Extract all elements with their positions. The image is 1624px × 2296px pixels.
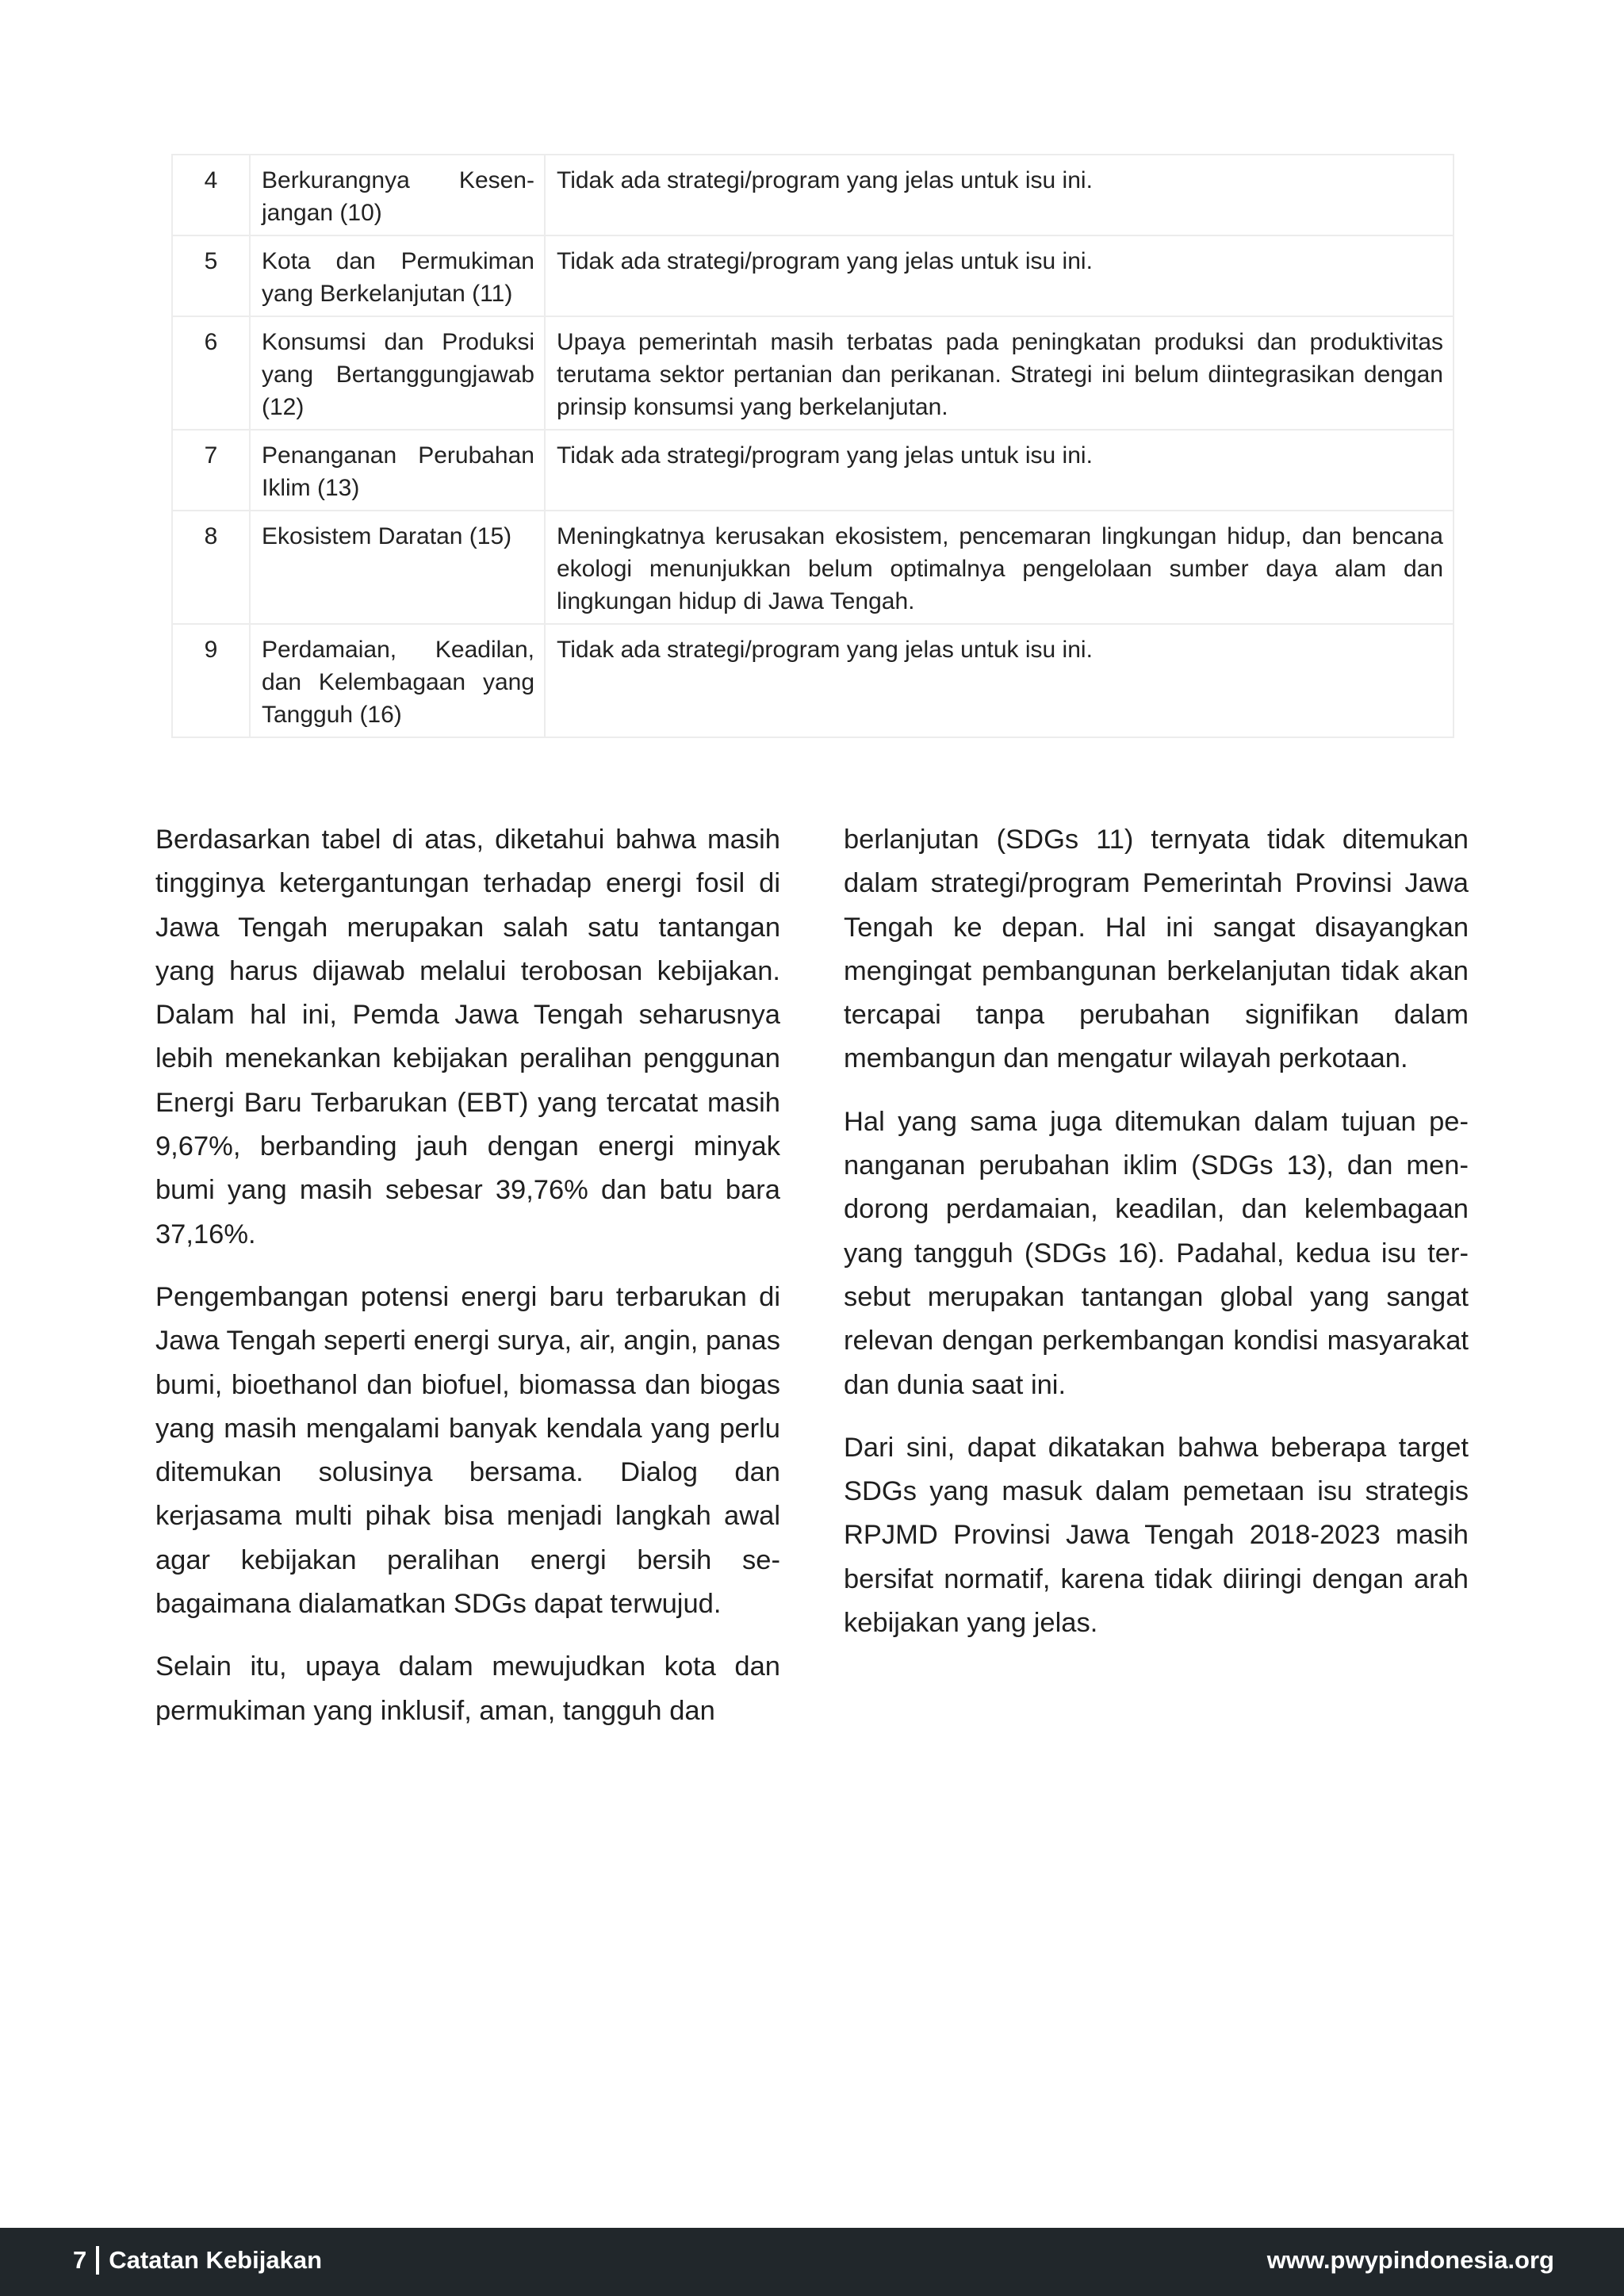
strategy-description: Meningkatnya kerusakan ekosistem, pencemaran lingkungan hidup, dan bencana ekologi menunjukkan belum optimalnya pengelolaan sumber daya alam dan lingkungan hidup di Jawa Tengah. [545,511,1454,624]
page-number: 7 [73,2246,87,2274]
footer-left [73,2246,322,2275]
table-row [172,430,1454,511]
strategy-description: Tidak ada strategi/program yang jelas untuk isu ini. [545,430,1454,511]
sdg-goal: Konsumsi dan Produksi yang Bertanggungjawab (12) [250,316,545,430]
body-column-right [844,818,1469,1664]
website-url: www.pwypindonesia.org [1266,2246,1554,2274]
table-row [172,316,1454,430]
sdg-goal: Berkurangnya Kesenjangan (10) [250,155,545,235]
table-row [172,624,1454,737]
body-paragraph: Hal yang sama juga ditemukan dalam tujuan penanganan perubahan iklim (SDGs 13), dan mendorong perdamaian, keadilan, dan kelembagaan yang tangguh (SDGs 16). Padahal, kedua isu tersebut merupakan tantangan global yang sangat relevan dengan perkembangan kondisi masyarakat dan dunia saat ini. [844,1106,1469,1400]
sdg-issues-table [171,154,1454,738]
sdg-goal: Kota dan Permukiman yang Berkelanjutan (11) [250,235,545,316]
body-column-left [155,818,780,1752]
body-paragraph: Berdasarkan tabel di atas, diketahui bahwa masih tingginya ketergantungan terhadap energi fosil di Jawa Tengah merupakan salah satu tantangan yang harus dijawab melalui terobosan kebijakan. Dalam hal ini, Pemda Jawa Tengah seharusnya lebih menekankan kebijakan peralihan penggunan Energi Baru Terbarukan (EBT) yang tercatat masih 9,67%, berbanding jauh dengan energi minyak bumi yang masih sebesar 39,76% dan batu bara 37,16%. [155,825,780,1249]
row-number: 7 [172,430,250,511]
body-paragraph: berlanjutan (SDGs 11) ternyata tidak ditemukan dalam strategi/program Pemerintah Provinsi Jawa Tengah ke depan. Hal ini sangat disayangkan mengingat pembangunan berkelanjutan tidak akan tercapai tanpa perubahan signifikan dalam membangun dan mengatur wilayah perkotaan. [844,825,1469,1074]
page-footer [0,2228,1624,2296]
row-number: 9 [172,624,250,737]
strategy-description: Tidak ada strategi/program yang jelas untuk isu ini. [545,235,1454,316]
row-number: 5 [172,235,250,316]
row-number: 6 [172,316,250,430]
row-number: 8 [172,511,250,624]
strategy-description: Tidak ada strategi/program yang jelas untuk isu ini. [545,155,1454,235]
table-row [172,155,1454,235]
table-row [172,235,1454,316]
table-row [172,511,1454,624]
sdg-goal: Perdamaian, Keadilan, dan Kelembagaan yang Tangguh (16) [250,624,545,737]
row-number: 4 [172,155,250,235]
strategy-description: Tidak ada strategi/program yang jelas untuk isu ini. [545,624,1454,737]
strategy-description: Upaya pemerintah masih terbatas pada peningkatan produksi dan produktivitas terutama sektor pertanian dan perikanan. Strategi ini belum diintegrasikan dengan prinsip konsumsi yang berkelanjutan. [545,316,1454,430]
footer-divider [96,2246,99,2275]
sdg-goal: Penanganan Perubahan Iklim (13) [250,430,545,511]
sdg-goal: Ekosistem Daratan (15) [250,511,545,624]
body-paragraph: Selain itu, upaya dalam mewujudkan kota dan permukiman yang inklusif, aman, tangguh dan [155,1651,780,1726]
publication-title: Catatan Kebijakan [109,2246,323,2274]
body-paragraph: Dari sini, dapat dikatakan bahwa beberapa target SDGs yang masuk dalam pemetaan isu strategis RPJMD Provinsi Jawa Tengah 2018-2023 masih bersifat normatif, karena tidak diiringi dengan arah kebijakan yang jelas. [844,1432,1469,1639]
body-paragraph: Pengembangan potensi energi baru terbarukan di Jawa Tengah seperti energi surya, air, angin, panas bumi, bioethanol dan biofuel, biomassa dan biogas yang masih mengalami banyak kendala yang perlu ditemukan solusinya bersama. Dialog dan kerjasama multi pihak bisa menjadi langkah awal agar kebijakan peralihan energi bersih sebagaimana dialamatkan SDGs dapat terwujud. [155,1281,780,1620]
